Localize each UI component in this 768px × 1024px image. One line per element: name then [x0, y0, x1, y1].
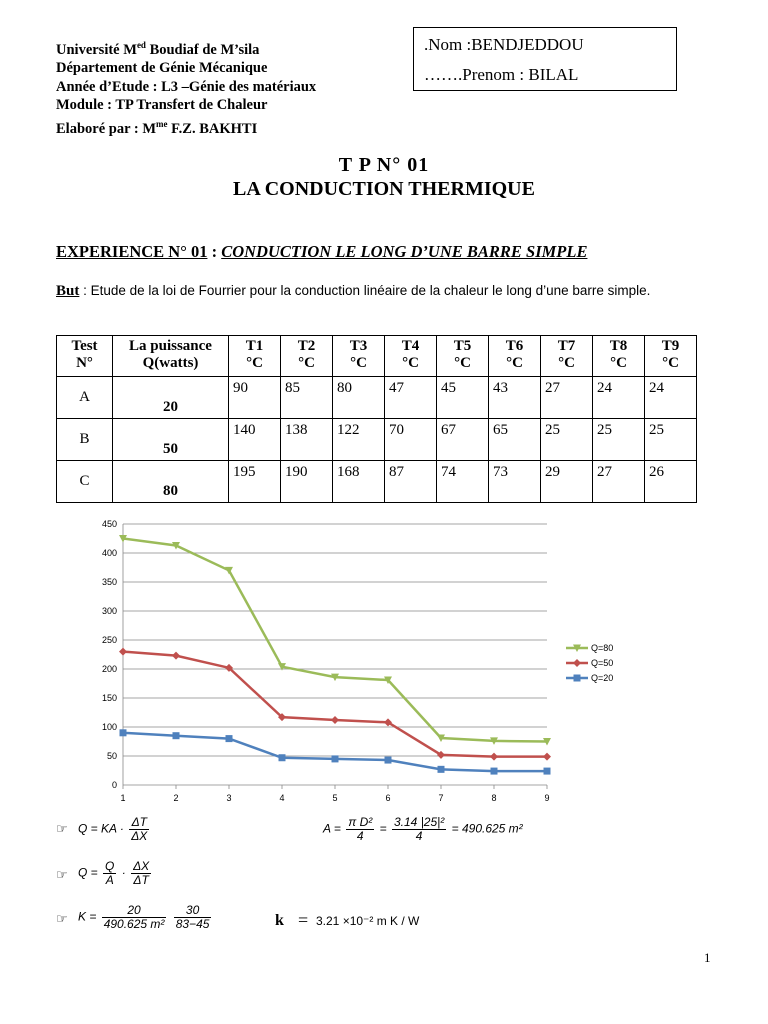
temperature-cell: 29 [541, 461, 593, 503]
area-num2: 3.14 |25|² [394, 815, 445, 829]
institution-header [56, 36, 316, 138]
header-text: °C [246, 355, 263, 371]
pointing-hand-icon: ☞ [56, 822, 68, 837]
temperature-cell: 73 [489, 461, 541, 503]
f3-fraction-1 [102, 904, 167, 931]
temperature-cell: 80 [333, 377, 385, 419]
measurement-table [56, 335, 697, 503]
table-header-cell [593, 336, 645, 377]
test-id-cell: C [57, 461, 113, 503]
data-point [491, 768, 498, 775]
area-fraction-2 [392, 816, 446, 843]
header-text: N° [76, 355, 93, 371]
f3-den1: 490.625 m² [103, 917, 165, 931]
header-text: Test [71, 338, 98, 354]
author-prefix: Elaboré par : M [56, 120, 157, 137]
header-text: °C [558, 355, 575, 371]
temperature-cell: 85 [281, 377, 333, 419]
data-point [332, 755, 339, 762]
y-tick-label: 200 [101, 664, 117, 674]
y-tick-label: 0 [111, 780, 117, 790]
experience-name: CONDUCTION LE LONG D’UNE BARRE SIMPLE [221, 242, 588, 261]
f2-dot: · [121, 865, 126, 880]
power-cell: 50 [113, 419, 229, 461]
author-sup: me [156, 118, 168, 129]
table-header-cell [57, 336, 113, 377]
temperature-cell: 74 [437, 461, 489, 503]
student-last-name: .Nom :BENDJEDDOU [424, 35, 584, 54]
table-header-cell [541, 336, 593, 377]
f2-fraction-2 [131, 860, 151, 887]
table-header-cell [489, 336, 541, 377]
header-text: T9 [661, 338, 680, 354]
temperature-line-chart [80, 512, 680, 812]
header-text: °C [350, 355, 367, 371]
student-first-name: …….Prenom : BILAL [424, 65, 579, 84]
data-point [119, 648, 127, 656]
k-value: 3.21 ×10⁻² m K / W [316, 914, 420, 928]
x-tick-label: 3 [226, 793, 232, 803]
experience-separator: : [207, 242, 222, 261]
objective-paragraph [56, 282, 696, 300]
header-text: T2 [297, 338, 316, 354]
data-point [279, 754, 286, 761]
table-row [57, 419, 697, 461]
y-tick-label: 100 [101, 722, 117, 732]
temperature-cell: 25 [645, 419, 697, 461]
data-point [385, 757, 392, 764]
table-header-cell [385, 336, 437, 377]
temperature-cell: 24 [593, 377, 645, 419]
data-point [543, 753, 551, 761]
legend-label: Q=80 [591, 643, 614, 653]
temperature-cell: 70 [385, 419, 437, 461]
temperature-cell: 190 [281, 461, 333, 503]
header-text: T6 [505, 338, 524, 354]
header-text: °C [662, 355, 679, 371]
table-row [57, 377, 697, 419]
header-text: T8 [609, 338, 628, 354]
table-row [57, 461, 697, 503]
data-point [544, 768, 551, 775]
power-cell: 80 [113, 461, 229, 503]
f2-fraction-1 [103, 860, 116, 887]
test-id-cell: A [57, 377, 113, 419]
objective-text: : Etude de la loi de Fourrier pour la conduction linéaire de la chaleur le long d’une barre simple. [79, 283, 651, 298]
table-header-cell [229, 336, 281, 377]
header-text: °C [610, 355, 627, 371]
k-label: k [275, 912, 284, 929]
area-den2: 4 [415, 829, 423, 843]
f2-num2: ΔX [133, 859, 150, 873]
y-tick-label: 300 [101, 606, 117, 616]
temperature-cell: 87 [385, 461, 437, 503]
temperature-cell: 26 [645, 461, 697, 503]
data-point [172, 652, 180, 660]
temperature-cell: 140 [229, 419, 281, 461]
author-line [56, 115, 316, 138]
formula-fourier [78, 816, 151, 843]
legend-marker [574, 675, 581, 682]
x-tick-label: 1 [120, 793, 126, 803]
test-id-cell: B [57, 419, 113, 461]
x-tick-label: 5 [332, 793, 338, 803]
legend-marker [573, 659, 581, 667]
tp-subject: LA CONDUCTION THERMIQUE [233, 178, 535, 200]
f2-den2: ΔT [133, 873, 149, 887]
x-tick-label: 9 [544, 793, 550, 803]
temperature-cell: 47 [385, 377, 437, 419]
area-num1: π D² [348, 815, 373, 829]
tp-number: T P N° 01 [338, 154, 430, 176]
formula-rearranged [78, 860, 153, 887]
data-point [226, 735, 233, 742]
header-text: T7 [557, 338, 576, 354]
temperature-cell: 25 [541, 419, 593, 461]
header-text: T5 [453, 338, 472, 354]
university-name-end: Boudiaf de M’sila [145, 41, 260, 58]
y-tick-label: 250 [101, 635, 117, 645]
f2-lhs: Q = [78, 865, 98, 880]
university-name: Université M [56, 41, 137, 58]
x-tick-label: 2 [173, 793, 179, 803]
header-text: T1 [245, 338, 264, 354]
experience-heading [56, 242, 587, 262]
header-text: La puissance [129, 338, 212, 354]
university-sup: ed [136, 40, 146, 50]
header-text: °C [298, 355, 315, 371]
area-eq: = [379, 821, 387, 836]
y-tick-label: 150 [101, 693, 117, 703]
f1-fraction [129, 816, 149, 843]
header-text: T3 [349, 338, 368, 354]
data-point [490, 753, 498, 761]
temperature-cell: 65 [489, 419, 541, 461]
table-header-cell [281, 336, 333, 377]
area-den1: 4 [356, 829, 364, 843]
temperature-cell: 168 [333, 461, 385, 503]
module-line: Module : TP Transfert de Chaleur [56, 97, 268, 114]
f3-num1: 20 [102, 904, 167, 918]
page-number: 1 [704, 950, 711, 965]
series-line [123, 733, 547, 771]
data-point [331, 716, 339, 724]
legend-label: Q=20 [591, 673, 614, 683]
f2-den1: A [105, 873, 114, 887]
temperature-cell: 122 [333, 419, 385, 461]
formula-area [323, 816, 523, 843]
department-line: Département de Génie Mécanique [56, 60, 268, 77]
f3-lhs: K = [78, 909, 97, 924]
student-name-box [413, 27, 677, 91]
table-header-cell [437, 336, 489, 377]
y-tick-label: 50 [106, 751, 117, 761]
year-line: Année d’Etude : L3 –Génie des matériaux [56, 78, 317, 95]
area-result: = 490.625 m² [451, 821, 523, 836]
x-tick-label: 8 [491, 793, 497, 803]
data-point [120, 729, 127, 736]
table-header-cell [333, 336, 385, 377]
temperature-cell: 90 [229, 377, 281, 419]
temperature-cell: 25 [593, 419, 645, 461]
header-text: °C [454, 355, 471, 371]
data-point [438, 766, 445, 773]
temperature-cell: 67 [437, 419, 489, 461]
university-line [56, 36, 316, 59]
temperature-cell: 138 [281, 419, 333, 461]
author-name: F.Z. BAKHTI [167, 120, 258, 137]
power-cell: 20 [113, 377, 229, 419]
area-lhs: A = [323, 821, 341, 836]
x-tick-label: 4 [279, 793, 285, 803]
k-equals: = [298, 910, 309, 930]
pointing-hand-icon: ☞ [56, 868, 68, 883]
temperature-cell: 43 [489, 377, 541, 419]
header-text: °C [506, 355, 523, 371]
pointing-hand-icon: ☞ [56, 912, 68, 927]
f1-numerator: ΔT [129, 816, 149, 830]
objective-label: But [56, 283, 80, 299]
header-text: Q(watts) [142, 355, 199, 371]
f3-fraction-2 [174, 904, 212, 931]
area-fraction-1 [346, 816, 374, 843]
f1-denominator: ΔX [131, 829, 148, 843]
y-tick-label: 400 [101, 548, 117, 558]
x-tick-label: 6 [385, 793, 391, 803]
table-header-cell [113, 336, 229, 377]
f3-den2: 83−45 [175, 917, 210, 931]
table-header-row [57, 336, 697, 377]
experience-label: EXPERIENCE N° 01 [56, 242, 208, 261]
temperature-cell: 24 [645, 377, 697, 419]
y-tick-label: 450 [101, 519, 117, 529]
f1-lhs: Q = KA · [78, 821, 124, 836]
y-tick-label: 350 [101, 577, 117, 587]
x-tick-label: 7 [438, 793, 444, 803]
data-point [173, 732, 180, 739]
formula-k [78, 904, 213, 931]
f3-num2: 30 [174, 904, 212, 918]
f2-num1: Q [105, 859, 115, 873]
table-header-cell [645, 336, 697, 377]
temperature-cell: 195 [229, 461, 281, 503]
temperature-cell: 45 [437, 377, 489, 419]
temperature-cell: 27 [593, 461, 645, 503]
header-text: °C [402, 355, 419, 371]
temperature-cell: 27 [541, 377, 593, 419]
legend-label: Q=50 [591, 658, 614, 668]
header-text: T4 [401, 338, 420, 354]
